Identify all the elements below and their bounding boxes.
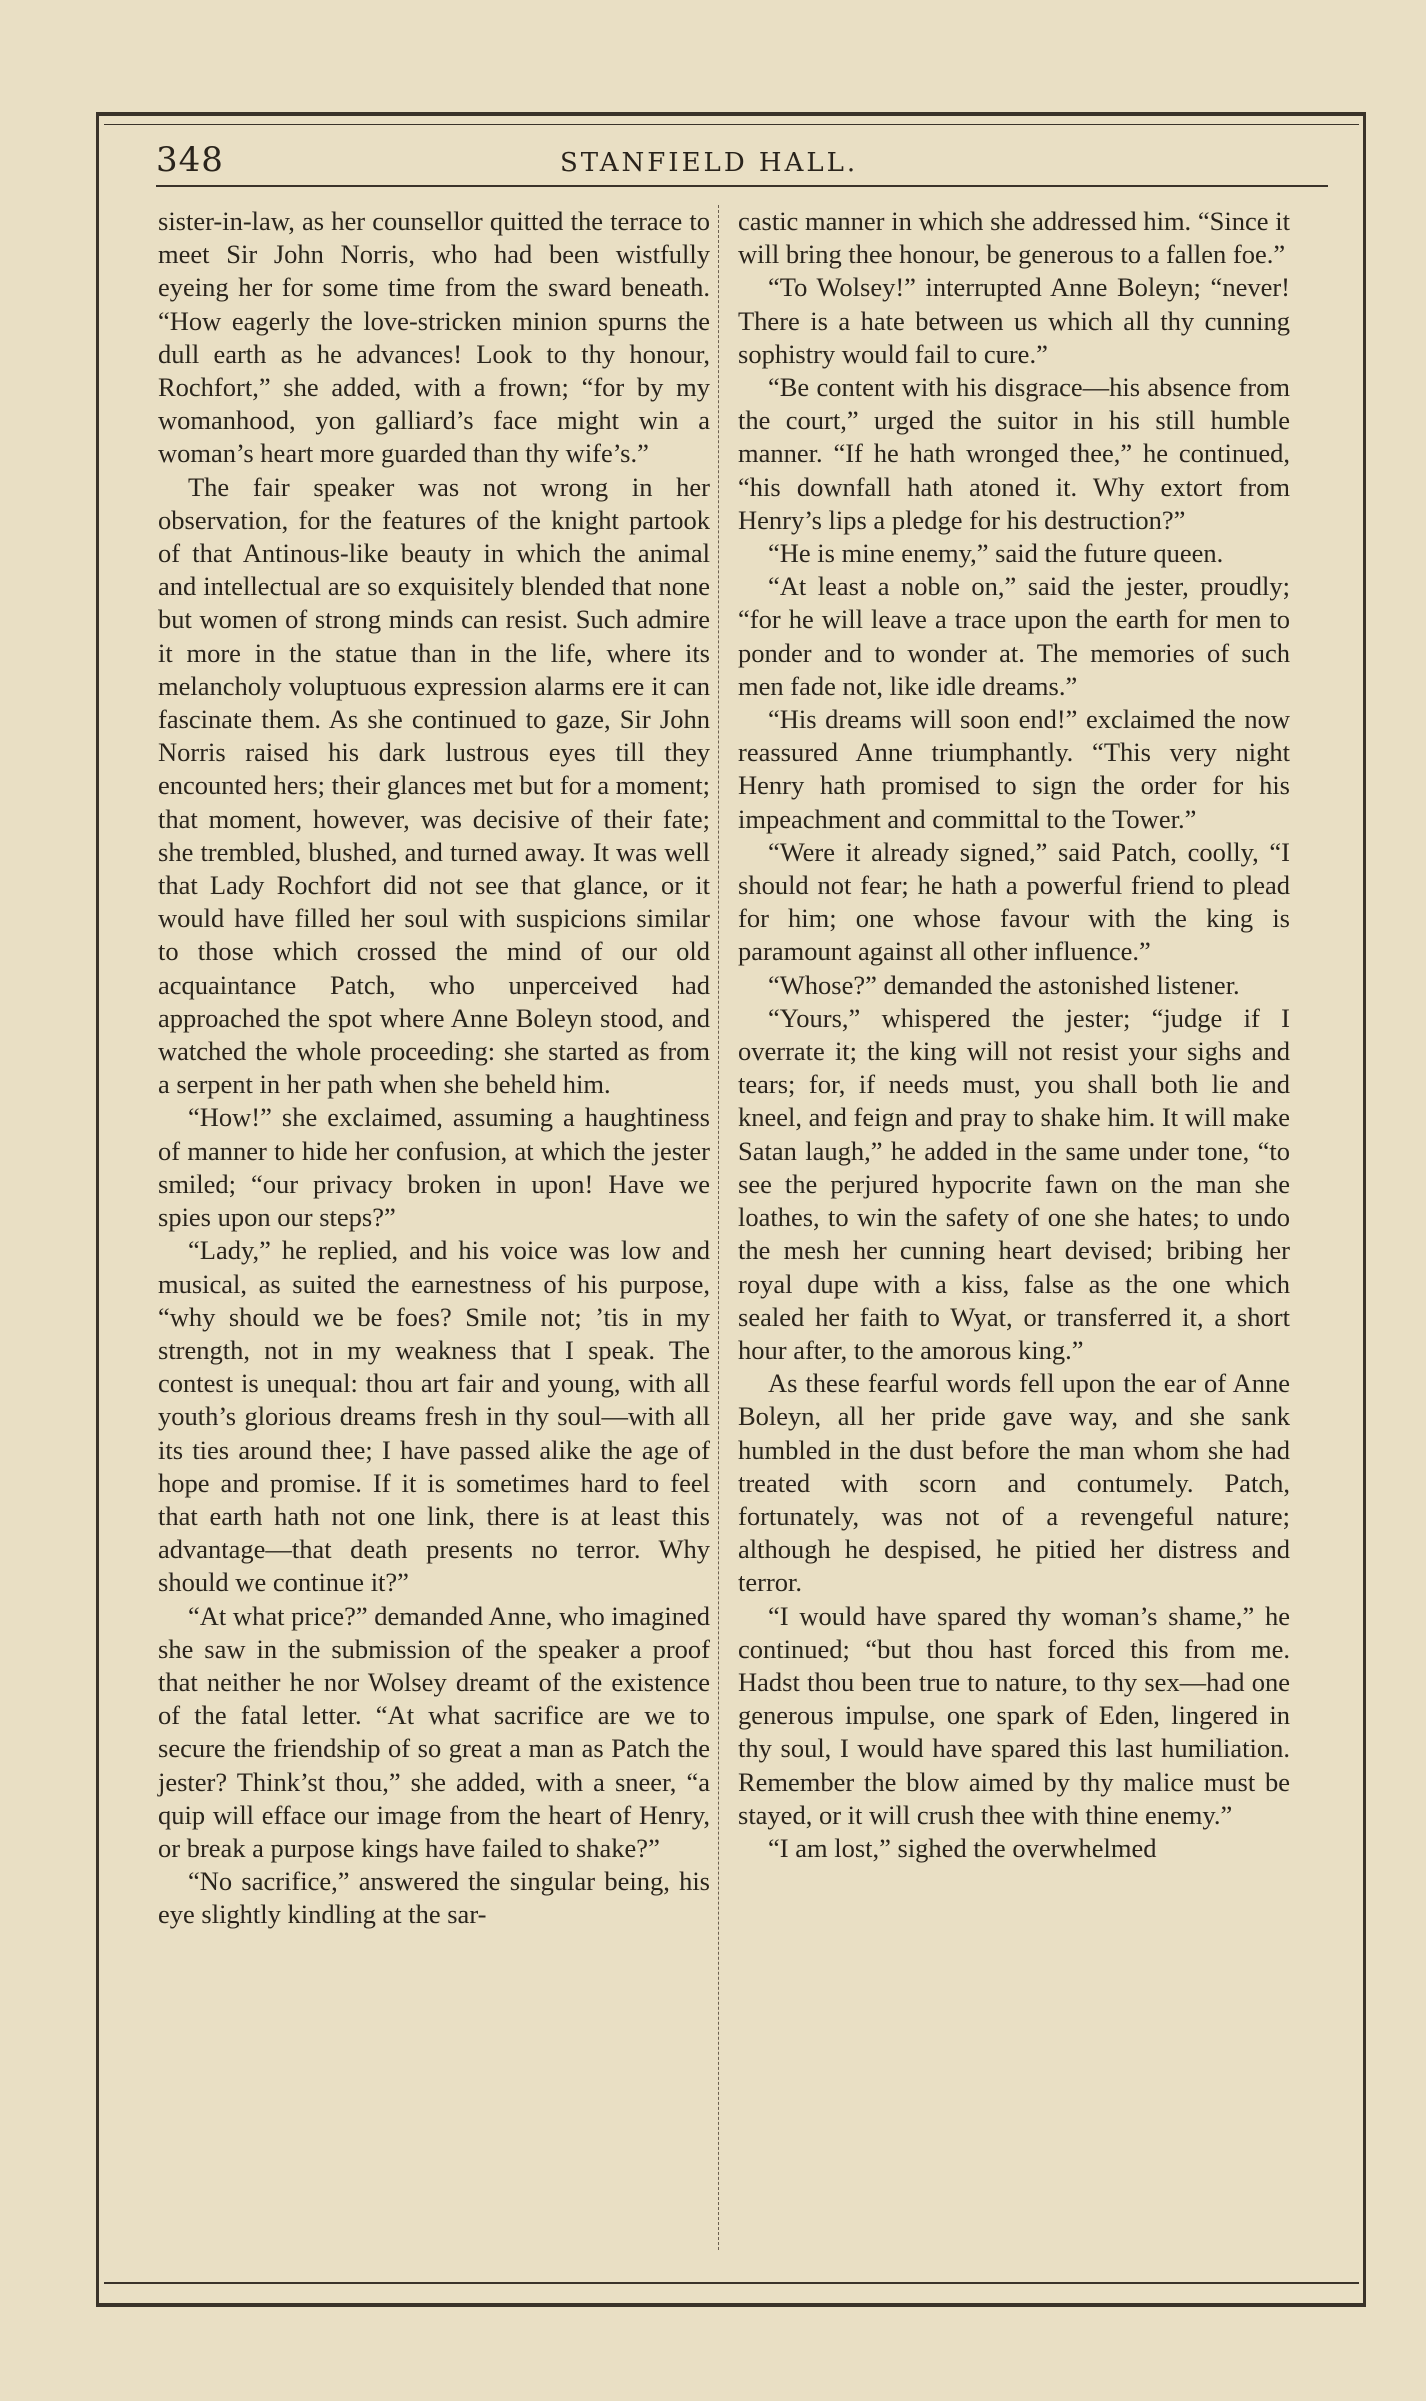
paragraph: “I am lost,” sighed the overwhelmed	[768, 1832, 1157, 1863]
top-rule	[104, 124, 1359, 125]
paragraph: “Be content with his disgrace—his absence from the court,” urged the suitor in his still humble manner. “If he hath wronged thee,” he continued, “his downfall hath atoned it. Why extort from Henry’s lips a pledge for his destruction?”	[738, 372, 1290, 535]
paragraph: “Lady,” he replied, and his voice was low and musical, as suited the earnestness of his purpose, “why should we be foes? Smile not; ’tis in my strength, not in my weakness that I speak. The contest is unequal: thou art fair and young, with all youth’s glorious dreams fresh in thy soul—with all its ties around thee; I have passed alike the age of hope and promise. If it is sometimes hard to feel that earth hath not one link, there is at least this advantage—that death presents no terror. Why should we continue it?”	[158, 1235, 710, 1598]
header-rule	[156, 185, 1328, 187]
paragraph: “To Wolsey!” interrupted Anne Boleyn; “never! There is a hate between us which all thy cunning sophistry would fail to cure.”	[738, 272, 1290, 369]
paragraph: castic manner in which she addressed him. “Since it will bring thee honour, be generous to a fallen foe.”	[738, 206, 1290, 270]
paragraph: “Yours,” whispered the jester; “judge if I overrate it; the king will not resist your sighs and tears; for, if needs must, you shall both lie and kneel, and feign and pray to shake him. It will make Satan laugh,” he added in the same under tone, “to see the perjured hypocrite fawn on the man she loathes, to win the safety of one she hates; to undo the mesh her cunning heart devised; bribing her royal dupe with a kiss, false as the one which sealed her faith to Wyat, or transferred it, a short hour after, to the amorous king.”	[738, 1002, 1290, 1365]
paragraph: “I would have spared thy woman’s shame,” he continued; “but thou hast forced this from me. Hadst thou been true to nature, to thy sex—had one generous impulse, one spark of Eden, lingered in thy soul, I would have spared this last humiliation. Remember the blow aimed by thy malice must be stayed, or it will crush thee with thine enemy.”	[738, 1600, 1290, 1830]
paragraph: “No sacrifice,” answered the singular being, his eye slightly kindling at the sar-	[158, 1866, 710, 1930]
paragraph: “At what price?” demanded Anne, who imagined she saw in the submission of the speaker a proof that neither he nor Wolsey dreamt of the existence of the fatal letter. “At what sacrifice are we to secure the friendship of so great a man as Patch the jester? Think’st thou,” she added, with a sneer, “a quip will efface our image from the heart of Henry, or break a purpose kings have failed to shake?”	[158, 1600, 710, 1863]
paragraph: “Whose?” demanded the astonished listener.	[768, 969, 1240, 1000]
right-column	[738, 205, 1290, 1865]
running-title: STANFIELD HALL.	[560, 148, 859, 178]
column-divider	[718, 205, 719, 2250]
paragraph: “He is mine enemy,” said the future queen.	[768, 538, 1224, 569]
paragraph: “Were it already signed,” said Patch, coolly, “I should not fear; he hath a powerful friend to plead for him; one whose favour with the king is paramount against all other influence.”	[738, 836, 1290, 967]
paragraph: “How!” she exclaimed, assuming a haughtiness of manner to hide her confusion, at which the jester smiled; “our privacy broken in upon! Have we spies upon our steps?”	[158, 1102, 710, 1233]
page-number: 348	[156, 140, 224, 180]
bottom-rule	[104, 2282, 1359, 2284]
paragraph: “His dreams will soon end!” exclaimed the now reassured Anne triumphantly. “This very night Henry hath promised to sign the order for his impeachment and committal to the Tower.”	[738, 704, 1290, 834]
left-column	[158, 205, 710, 1932]
paragraph: “At least a noble on,” said the jester, proudly; “for he will leave a trace upon the earth for men to ponder and to wonder at. The memories of such men fade not, like idle dreams.”	[738, 571, 1290, 701]
paragraph: sister-in-law, as her counsellor quitted the terrace to meet Sir John Norris, who had been wistfully eyeing her for some time from the sward beneath. “How eagerly the love-stricken minion spurns the dull earth as he advances! Look to thy honour, Rochfort,” she added, with a frown; “for by my womanhood, yon galliard’s face might win a woman’s heart more guarded than thy wife’s.”	[158, 206, 710, 469]
paragraph: As these fearful words fell upon the ear of Anne Boleyn, all her pride gave way, and she sank humbled in the dust before the man whom she had treated with scorn and contumely. Patch, fortunately, was not of a revengeful nature; although he despised, he pitied her distress and terror.	[738, 1368, 1290, 1598]
paragraph: The fair speaker was not wrong in her observation, for the features of the knight partook of that Antinous-like beauty in which the animal and intellectual are so exquisitely blended that none but women of strong minds can resist. Such admire it more in the statue than in the life, where its melancholy voluptuous expression alarms ere it can fascinate them. As she continued to gaze, Sir John Norris raised his dark lustrous eyes till they encounted hers; their glances met but for a moment; that moment, however, was decisive of their fate; she trembled, blushed, and turned away. It was well that Lady Rochfort did not see that glance, or it would have filled her soul with suspicions similar to those which crossed the mind of our old acquaintance Patch, who unperceived had approached the spot where Anne Boleyn stood, and watched the whole proceeding: she started as from a serpent in her path when she beheld him.	[158, 471, 710, 1100]
